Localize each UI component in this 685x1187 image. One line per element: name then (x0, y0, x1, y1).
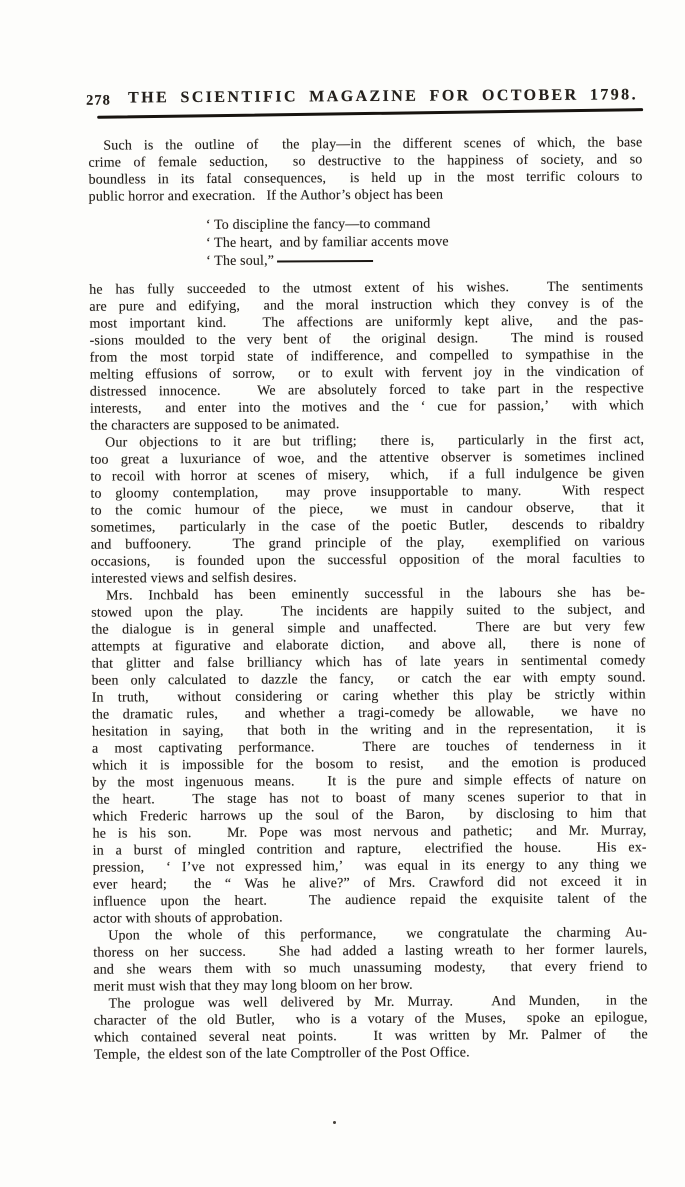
text-line: character of the old Butler, who is a votary of the Muses, spoke an epilogue, (93, 1010, 648, 1029)
text-line: which it is impossible for the bosom to resist, and the emotion is produced (92, 755, 647, 774)
paragraph (89, 278, 644, 434)
text-line: the dramatic rules, and whether a tragi-comedy be allowable, we have no (91, 704, 646, 723)
text-line: from the most torpid state of indifference, and compelled to sympathise in the (89, 347, 644, 366)
article-body (88, 134, 648, 1063)
paragraph (93, 924, 647, 995)
text-line: ‘ The heart, and by familiar accents move (205, 234, 449, 251)
text-line: distressed innocence. We are absolutely forced to take part in the respective (89, 381, 644, 400)
text-line: most important kind. The affections are uniformly kept alive, and the pas- (89, 313, 644, 332)
text-line: actor with shouts of approbation. (93, 910, 283, 927)
paragraph (91, 584, 647, 927)
text-line: are pure and edifying, and the moral instruction which they convey is of the (89, 296, 644, 315)
quote-terminal-dash-rule (277, 259, 373, 262)
text-line: Temple, the eldest son of the late Comptroller of the Post Office. (93, 1045, 470, 1063)
page-number: 278 (86, 92, 111, 109)
text-line: in a burst of mingled contrition and rapture, electrified the house. His ex- (92, 840, 647, 859)
running-title: THE SCIENTIFIC MAGAZINE FOR OCTOBER 1798. (128, 86, 639, 107)
text-line: he is his son. Mr. Pope was most nervous and pathetic; and Mr. Murray, (92, 823, 647, 842)
text-line: Such is the outline of the play—in the different scenes of which, the base (103, 135, 643, 154)
text-line: and buffoonery. The grand principle of the play, exemplified on various (90, 534, 645, 553)
text-line: a most captivating performance. There are touches of tenderness in it (91, 738, 647, 757)
text-line: thoress on her success. She had added a lasting wreath to her former laurels, (93, 942, 648, 961)
text-line: hesitation in saying, that both in the writing and in the representation, it is (91, 721, 646, 740)
text-line: Upon the whole of this performance, we congratulate the charming Au- (108, 925, 648, 944)
text-line: which contained several neat points. It was written by Mr. Palmer of the (93, 1027, 648, 1046)
text-line: been only calculated to dazzle the fancy, or catch the ear with empty sound. (91, 670, 646, 689)
text-line: and she wears them with so much unassuming modesty, that every friend to (93, 959, 648, 978)
text-line: ‘ To discipline the fancy—to command (205, 216, 431, 233)
text-line: boundless in its fatal consequences, is held up in the most terrific colours to (88, 169, 643, 188)
text-line: pression, ‘ I’ve not expressed him,’ was equal in its energy to any thing we (92, 857, 647, 876)
text-line: -sions moulded to the very bent of the original design. The mind is roused (89, 330, 644, 349)
text-line: occasions, is founded upon the successful opposition of the moral faculties to (90, 551, 645, 570)
paragraph (88, 134, 642, 205)
text-line: Mrs. Inchbald has been eminently successful in the labours she has be- (106, 585, 646, 604)
text-line: Our objections to it are but trifling; there is, particularly in the first act, (105, 432, 645, 451)
text-line: he has fully succeeded to the utmost extent of his wishes. The sentiments (89, 279, 644, 298)
paragraph (94, 992, 648, 1063)
text-line: merit must wish that they may long bloom on her brow. (93, 977, 413, 995)
text-line: to the comic humour of the piece, we must in candour observe, that it (90, 500, 645, 519)
text-line: crime of female seduction, so destructive to the happiness of society, and so (88, 152, 643, 171)
text-line: In truth, without considering or caring whether this play be strictly within (91, 687, 646, 706)
text-line: The prologue was well delivered by Mr. Murray. And Munden, in the (108, 993, 648, 1012)
text-line: interests, and enter into the motives and the ‘ cue for passion,’ with which (89, 398, 644, 417)
text-line: that glitter and false brilliancy which has of late years in sentimental comedy (91, 653, 646, 672)
text-line: influence upon the heart. The audience repaid the exquisite talent of the (92, 891, 648, 910)
page-sheet (88, 86, 648, 1063)
text-line: public horror and execration. If the Author’s object has been (88, 187, 444, 205)
text-line: stowed upon the play. The incidents are happily suited to the subject, and (91, 602, 646, 621)
text-line: the characters are supposed to be animated. (90, 417, 340, 434)
text-line: attempts at figurative and elaborate diction, and above all, there is none of (91, 636, 646, 655)
page-header (88, 86, 642, 110)
paragraph (90, 431, 645, 587)
text-line: the dialogue is in general simple and unaffected. There are but very few (91, 619, 646, 638)
text-line: sometimes, particularly in the case of the poetic Butler, descends to ribaldry (90, 517, 645, 536)
text-line: by the most ingenuous means. It is the pure and simple effects of nature on (92, 772, 647, 791)
text-line: ever heard; the “ Was he alive?” of Mrs. Crawford did not exceed it in (92, 874, 647, 893)
text-line: to gloomy contemplation, may prove insupportable to many. With respect (90, 483, 645, 502)
text-line: to recoil with horror at scenes of misery, which, if a full indulgence be given (90, 466, 645, 485)
text-line: ‘ The soul,” (206, 250, 643, 271)
text-line: the heart. The stage has not to boast of many scenes superior to that in (92, 789, 647, 808)
text-line: which Frederic harrows up the soul of the Baron, by disclosing to him that (92, 806, 647, 825)
text-line: too great a luxuriance of woe, and the attentive observer is sometimes inclined (90, 449, 645, 468)
verse-quote (206, 214, 643, 271)
ink-speck (333, 1121, 336, 1124)
text-line: interested views and selfish desires. (90, 570, 297, 587)
text-line: melting effusions of sorrow, or to exult with fervent joy in the vindication of (89, 364, 644, 383)
